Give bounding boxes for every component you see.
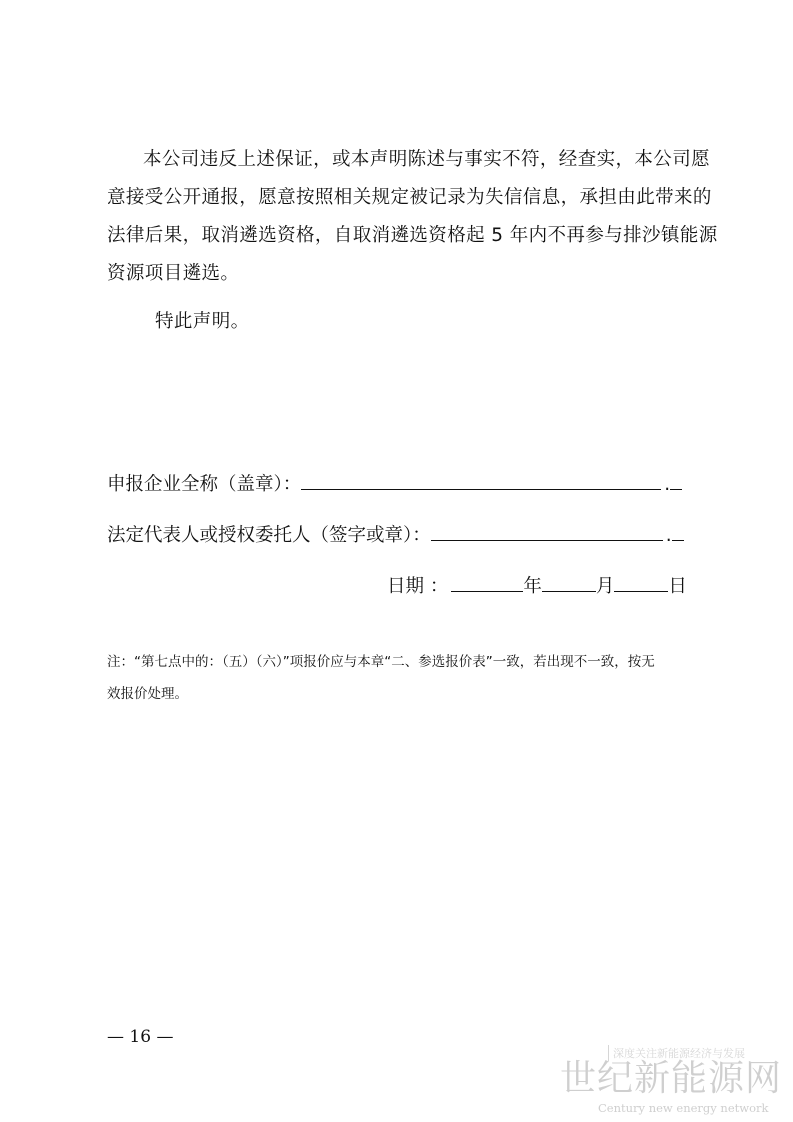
year-label: 年 (523, 576, 542, 597)
note-line: 注：“第七点中的：（五）（六）”项报价应与本章“二、参选报价表”一致，若出现不一致，按无 (107, 654, 655, 670)
note (107, 646, 655, 710)
year-input-line[interactable] (451, 573, 523, 592)
representative-field (107, 521, 684, 549)
watermark-name: 世纪新能源网 (560, 1058, 783, 1099)
company-name-input-line[interactable] (301, 471, 661, 490)
paragraph-line: 法律后果，取消遴选资格，自取消遴选资格起 5 年内不再参与排沙镇能源 (107, 225, 718, 246)
day-label: 日 (668, 576, 687, 597)
representative-input-line[interactable] (431, 522, 663, 541)
watermark-tagline: 深度关注新能源经济与发展 (608, 1045, 745, 1061)
declaration: 特此声明。 (155, 311, 250, 332)
company-name-field (107, 470, 682, 498)
paragraph-line: 本公司违反上述保证，或本声明陈述与事实不符，经查实，本公司愿 (143, 149, 711, 170)
line-suffix: . (664, 474, 671, 495)
paragraph-line: 资源项目遴选。 (107, 263, 240, 284)
page-number: — 16 — (107, 1027, 174, 1047)
company-name-label: 申报企业全称（盖章）： (107, 474, 302, 495)
suffix-underline (670, 471, 682, 490)
day-input-line[interactable] (614, 573, 668, 592)
month-input-line[interactable] (542, 573, 596, 592)
watermark-english: Century new energy network (598, 1101, 769, 1115)
line-suffix: . (665, 525, 672, 546)
month-label: 月 (595, 576, 615, 597)
date-field (387, 572, 687, 600)
representative-label: 法定代表人或授权委托人（签字或章）： (107, 525, 431, 546)
date-label: 日期 ： (387, 576, 449, 597)
paragraph-line: 意接受公开通报，愿意按照相关规定被记录为失信信息，承担由此带来的 (107, 187, 712, 208)
suffix-underline (672, 522, 684, 541)
note-line: 效报价处理。 (107, 686, 188, 702)
